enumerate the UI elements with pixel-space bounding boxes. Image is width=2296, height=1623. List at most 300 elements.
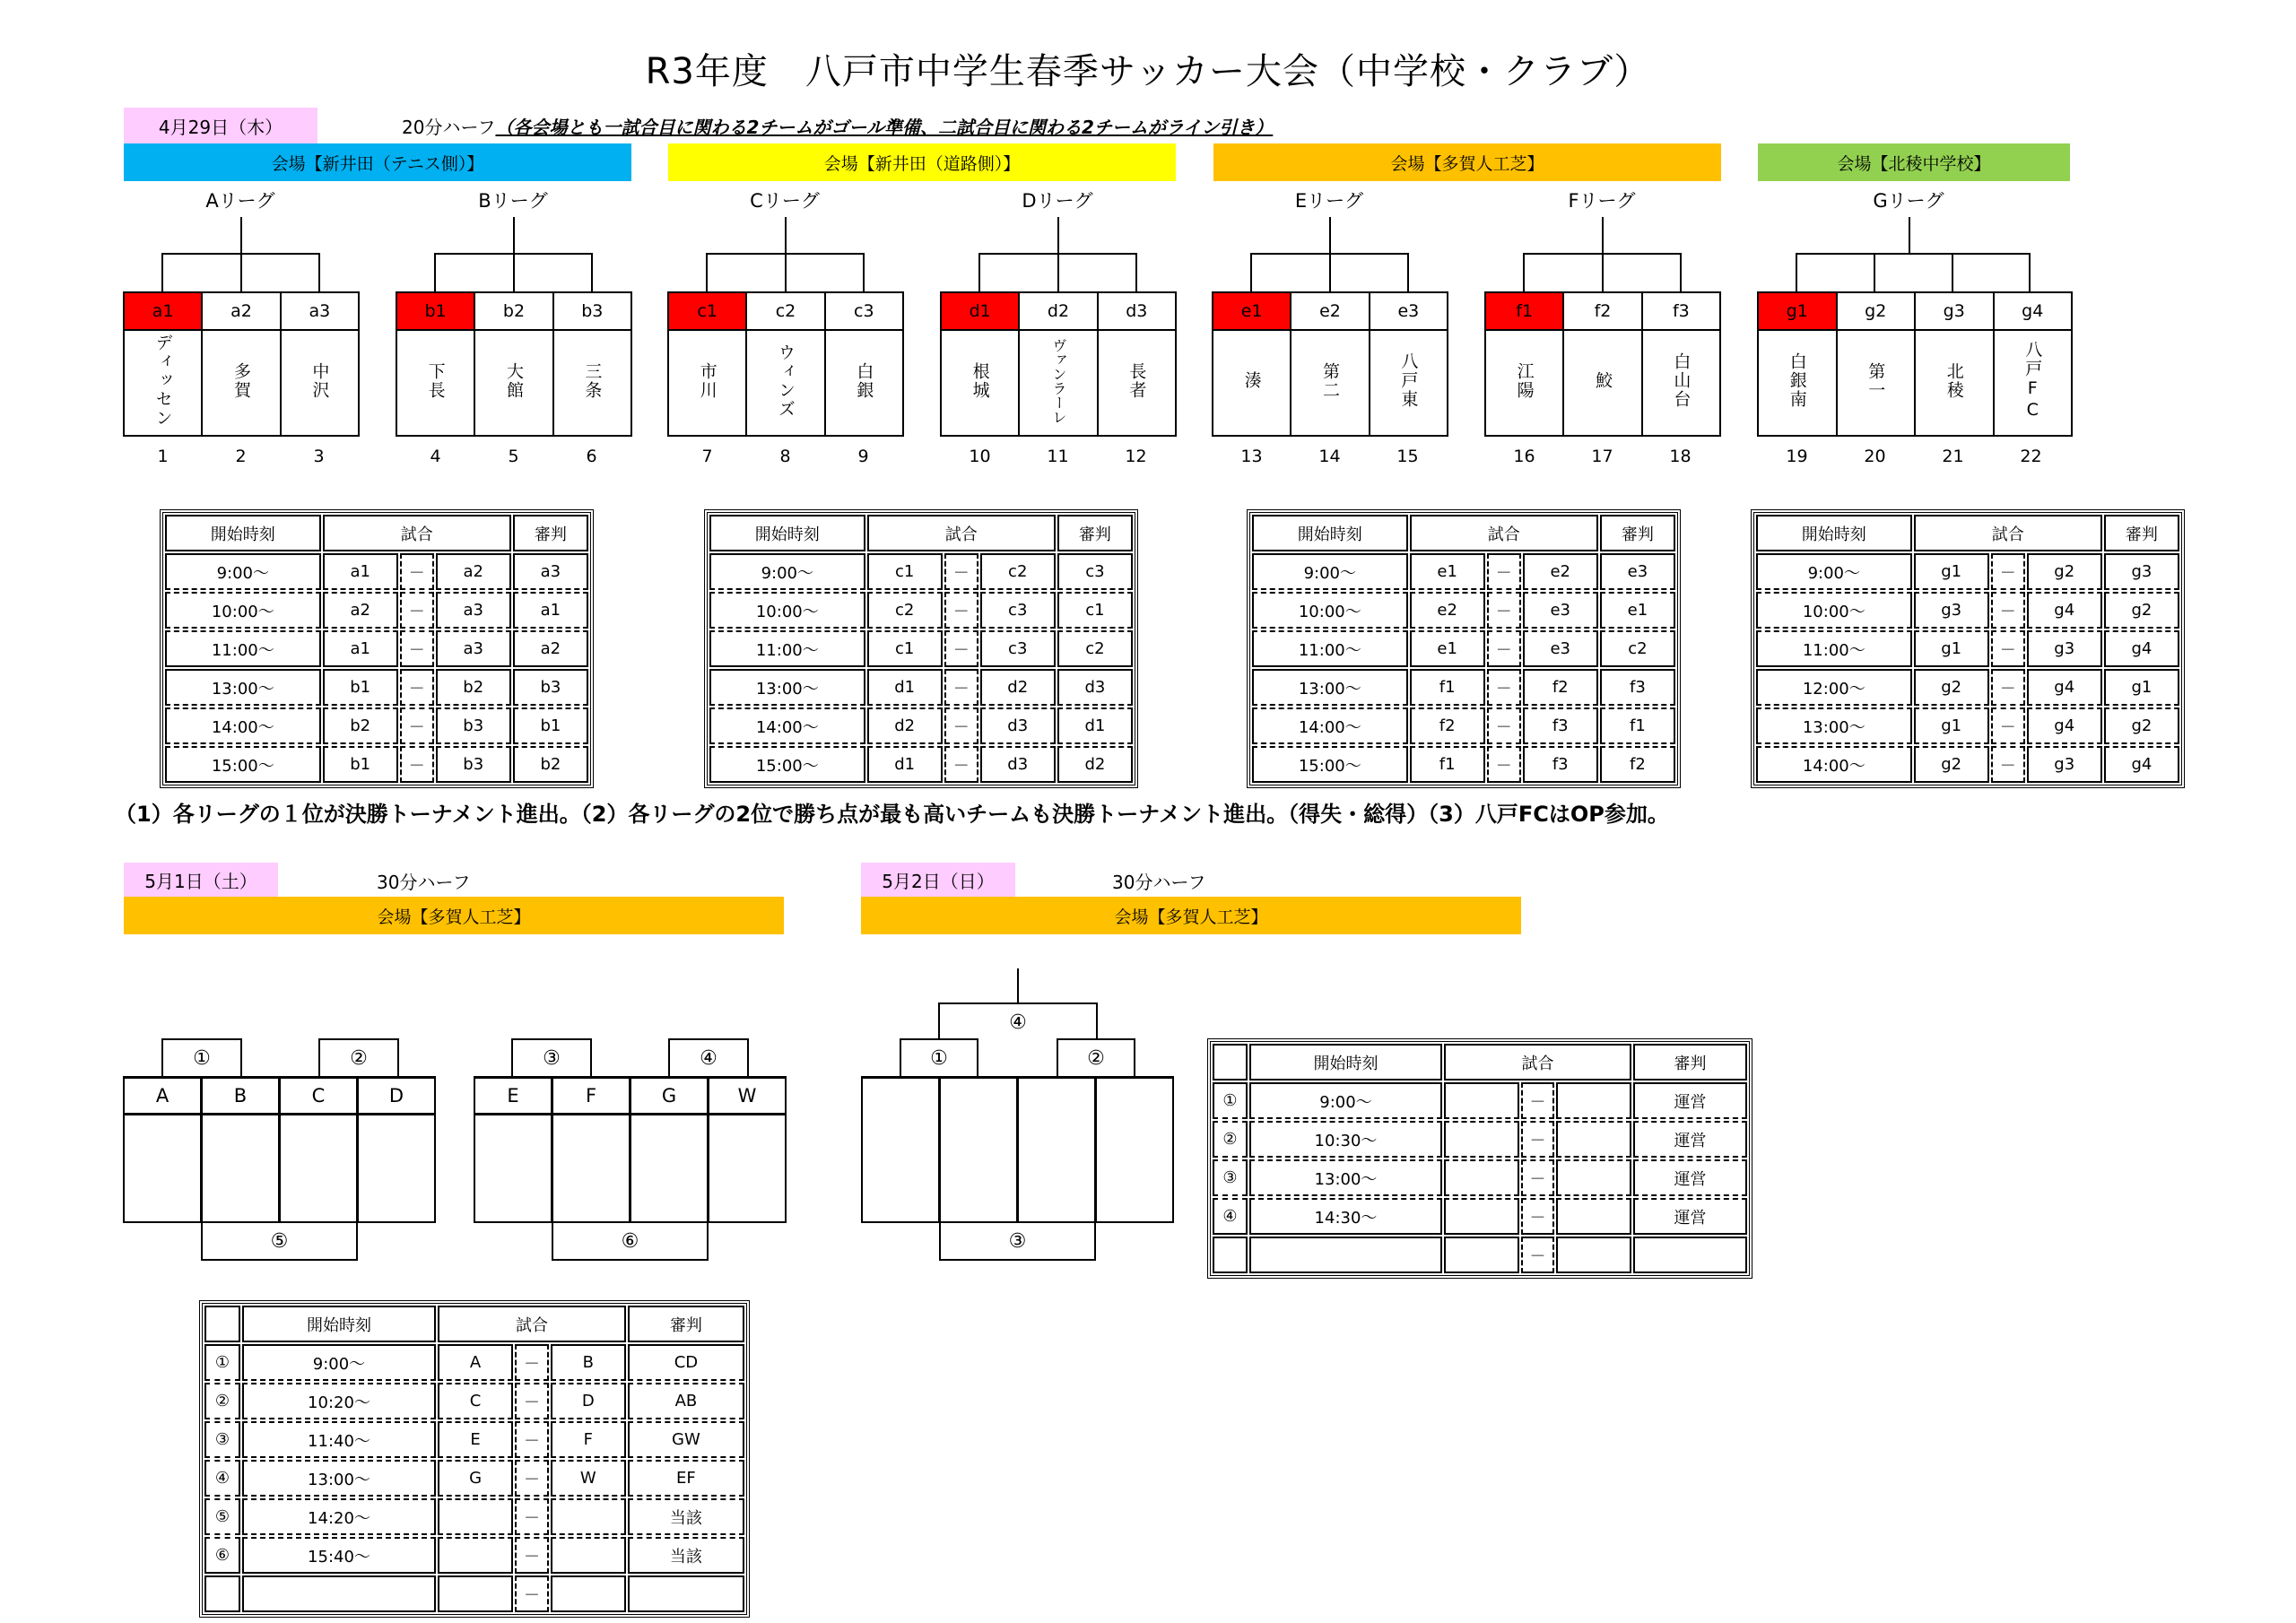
match-vs: －: [515, 1575, 549, 1612]
team-code: e3: [1370, 292, 1448, 330]
match-vs: －: [400, 669, 434, 706]
match-home: E: [438, 1421, 513, 1458]
match-time: [242, 1575, 436, 1612]
match-number: ②: [1213, 1121, 1248, 1158]
match-away: W: [551, 1460, 626, 1497]
match-number: ③: [939, 1221, 1096, 1261]
team-code-seed: c1: [668, 292, 746, 330]
match-number: ③: [1213, 1159, 1248, 1196]
match-home: [438, 1537, 513, 1574]
match-referee: e3: [1600, 553, 1675, 590]
league-f-teams: [1484, 291, 1721, 437]
match-referee: g3: [2104, 553, 2179, 590]
match-time: 9:00～: [242, 1344, 436, 1381]
match-away: b3: [436, 707, 511, 744]
team-name: 根城: [941, 330, 1019, 436]
match-number: ⑤: [204, 1498, 240, 1535]
match-away: f3: [1523, 746, 1598, 783]
league-c-numbers: 7 8 9: [701, 447, 869, 466]
match-vs: －: [944, 592, 978, 629]
match-referee: a3: [513, 553, 588, 590]
match-home: e1: [1410, 630, 1485, 667]
team-code-seed: d1: [941, 292, 1019, 330]
match-number: ③: [511, 1038, 592, 1076]
match-away: a3: [436, 630, 511, 667]
match-away: a2: [436, 553, 511, 590]
match-vs: －: [1487, 630, 1521, 667]
league-g-teams: [1757, 291, 2073, 437]
match-home: f1: [1410, 746, 1485, 783]
match-number: ④: [938, 1002, 1098, 1040]
match-home: b1: [323, 669, 398, 706]
team-name: 白銀南: [1758, 330, 1837, 436]
col-header-time: 開始時刻: [165, 515, 321, 551]
team-name: 三条: [553, 330, 631, 436]
match-time: 10:00～: [1756, 592, 1912, 629]
venue-bar-niida-tennis: 会場【新井田（テニス側）】: [124, 143, 631, 181]
league-f-label: Fリーグ: [1568, 190, 1636, 212]
match-away: [551, 1537, 626, 1574]
match-time: 14:00～: [165, 707, 321, 744]
schedule-table-niida-road: [704, 509, 1138, 788]
match-referee: f1: [1600, 707, 1675, 744]
match-time: [1249, 1237, 1442, 1273]
match-number: ②: [318, 1038, 399, 1076]
match-number: [204, 1575, 240, 1612]
match-referee: c2: [1600, 630, 1675, 667]
match-away: d2: [980, 669, 1056, 706]
league-e-teams: [1212, 291, 1448, 437]
match-away: g4: [2027, 592, 2102, 629]
team-code-seed: f1: [1485, 292, 1563, 330]
league-c-teams: [667, 291, 904, 437]
match-vs: －: [1487, 746, 1521, 783]
day1-match-note: [402, 113, 1273, 139]
match-home: c1: [867, 553, 943, 590]
match-home: c1: [867, 630, 943, 667]
day1-date-badge: 4月29日（木）: [124, 108, 317, 143]
match-time: 9:00～: [1249, 1082, 1442, 1119]
match-referee: b3: [513, 669, 588, 706]
match-home: [1444, 1121, 1519, 1158]
day3-venue-bar: 会場【多賀人工芝】: [861, 897, 1521, 934]
match-referee: EF: [628, 1460, 744, 1497]
match-time: 10:00～: [165, 592, 321, 629]
team-name: 白山台: [1642, 330, 1720, 436]
advancement-rules: （1）各リーグの１位が決勝トーナメント進出。（2）各リーグの2位で勝ち点が最も高いチームも決勝トーナメント進出。（得失・総得）（3）八戸FCはOP参加。: [115, 802, 1669, 827]
match-number: ④: [668, 1038, 749, 1076]
match-time: 10:00～: [709, 592, 865, 629]
schedule-table-niida-tennis: [160, 509, 594, 788]
league-f-numbers: 16 17 18: [1513, 447, 1692, 466]
match-away: B: [551, 1344, 626, 1381]
slot-e: E: [474, 1076, 552, 1115]
match-time: 11:40～: [242, 1421, 436, 1458]
match-away: d3: [980, 707, 1056, 744]
match-time: 9:00～: [1756, 553, 1912, 590]
day3-schedule-table: [1207, 1038, 1752, 1279]
match-home: A: [438, 1344, 513, 1381]
match-vs: －: [1521, 1237, 1554, 1273]
match-referee: g2: [2104, 707, 2179, 744]
match-away: [551, 1575, 626, 1612]
match-away: e3: [1523, 592, 1598, 629]
match-time: 13:00～: [165, 669, 321, 706]
match-away: [1556, 1237, 1631, 1273]
match-referee: b1: [513, 707, 588, 744]
team-code: b2: [474, 292, 552, 330]
col-header-time: 開始時刻: [1249, 1044, 1442, 1081]
team-name: 白銀: [825, 330, 903, 436]
match-away: F: [551, 1421, 626, 1458]
match-vs: －: [1521, 1082, 1554, 1119]
match-number: ③: [204, 1421, 240, 1458]
match-vs: －: [1487, 669, 1521, 706]
match-vs: －: [944, 669, 978, 706]
match-time: 9:00～: [165, 553, 321, 590]
match-away: g3: [2027, 630, 2102, 667]
match-vs: －: [515, 1498, 549, 1535]
match-home: a1: [323, 630, 398, 667]
match-referee: 運営: [1633, 1082, 1747, 1119]
col-header-referee: 審判: [513, 515, 588, 551]
match-number: ④: [204, 1460, 240, 1497]
team-code: d3: [1098, 292, 1176, 330]
col-header-time: 開始時刻: [1252, 515, 1408, 551]
team-name: ウィンズ: [746, 330, 824, 436]
match-vs: －: [944, 707, 978, 744]
match-referee: [1633, 1237, 1747, 1273]
league-e-numbers: 13 14 15: [1240, 447, 1419, 466]
match-referee: AB: [628, 1383, 744, 1419]
match-time: 13:00～: [1756, 707, 1912, 744]
league-b-numbers: 4 5 6: [430, 447, 597, 466]
match-vs: －: [400, 592, 434, 629]
match-home: b1: [323, 746, 398, 783]
day3-date-badge: 5月2日（日）: [861, 863, 1015, 897]
match-referee: a1: [513, 592, 588, 629]
match-away: [1556, 1121, 1631, 1158]
match-referee: g4: [2104, 746, 2179, 783]
col-header-referee: 審判: [628, 1306, 744, 1342]
match-vs: －: [1521, 1198, 1554, 1235]
team-code: a3: [281, 292, 359, 330]
match-number: [1213, 1237, 1248, 1273]
match-vs: －: [1487, 707, 1521, 744]
match-home: [1444, 1198, 1519, 1235]
league-e-label: Eリーグ: [1294, 190, 1364, 212]
match-away: b3: [436, 746, 511, 783]
match-vs: －: [400, 553, 434, 590]
match-vs: －: [1487, 592, 1521, 629]
match-time: 13:00～: [1252, 669, 1408, 706]
col-header-referee: 審判: [2104, 515, 2179, 551]
team-code: g4: [1994, 292, 2073, 330]
match-referee: g2: [2104, 592, 2179, 629]
match-home: a2: [323, 592, 398, 629]
match-home: d1: [867, 669, 943, 706]
match-time: 10:00～: [1252, 592, 1408, 629]
match-home: f2: [1410, 707, 1485, 744]
match-time: 10:30～: [1249, 1121, 1442, 1158]
match-referee: g1: [2104, 669, 2179, 706]
match-time: 14:20～: [242, 1498, 436, 1535]
team-name: 湊: [1213, 330, 1291, 436]
match-away: [551, 1498, 626, 1535]
team-code: c3: [825, 292, 903, 330]
match-home: e1: [1410, 553, 1485, 590]
match-home: [1444, 1082, 1519, 1119]
match-vs: －: [1487, 553, 1521, 590]
team-name: 第一: [1837, 330, 1916, 436]
match-vs: －: [515, 1383, 549, 1419]
team-name: 中沢: [281, 330, 359, 436]
match-time: 13:00～: [1249, 1159, 1442, 1196]
venue-bar-hokuryo-jhs: 会場【北稜中学校】: [1758, 143, 2070, 181]
match-time: 11:00～: [709, 630, 865, 667]
match-time: 11:00～: [165, 630, 321, 667]
match-vs: －: [515, 1421, 549, 1458]
match-referee: d3: [1057, 669, 1133, 706]
league-d-label: Dリーグ: [1022, 190, 1093, 212]
match-away: f3: [1523, 707, 1598, 744]
match-home: g2: [1914, 669, 1989, 706]
match-referee: 運営: [1633, 1198, 1747, 1235]
match-time: 11:00～: [1756, 630, 1912, 667]
col-header-referee: 審判: [1057, 515, 1133, 551]
league-a-label: Aリーグ: [205, 190, 275, 212]
match-time: 14:00～: [1252, 707, 1408, 744]
match-vs: －: [1991, 746, 2025, 783]
match-home: [438, 1498, 513, 1535]
match-away: [1556, 1082, 1631, 1119]
match-vs: －: [1991, 707, 2025, 744]
team-name: 下長: [396, 330, 474, 436]
match-vs: －: [1991, 669, 2025, 706]
col-header-match: 試合: [1444, 1044, 1631, 1081]
team-code: g2: [1837, 292, 1916, 330]
col-header-match: 試合: [1914, 515, 2102, 551]
match-referee: 運営: [1633, 1121, 1747, 1158]
match-time: 9:00～: [709, 553, 865, 590]
match-away: e2: [1523, 553, 1598, 590]
match-referee: GW: [628, 1421, 744, 1458]
team-code-seed: b1: [396, 292, 474, 330]
venue-bar-taga-turf: 会場【多賀人工芝】: [1213, 143, 1721, 181]
match-time: 15:00～: [165, 746, 321, 783]
col-header-match: 試合: [323, 515, 511, 551]
match-away: a3: [436, 592, 511, 629]
slot-g: G: [630, 1076, 709, 1115]
match-number: ②: [1057, 1038, 1135, 1076]
day2-date-badge: 5月1日（土）: [124, 863, 278, 897]
page-title: R3年度 八戸市中学生春季サッカー大会（中学校・クラブ）: [645, 51, 1651, 92]
match-number: ⑤: [201, 1221, 358, 1261]
match-away: e3: [1523, 630, 1598, 667]
match-number: ①: [1213, 1082, 1248, 1119]
match-vs: －: [400, 707, 434, 744]
match-away: g2: [2027, 553, 2102, 590]
match-number: ⑥: [204, 1537, 240, 1574]
league-a-numbers: 1 2 3: [157, 447, 325, 466]
slot-w: W: [708, 1076, 787, 1115]
team-name: 八戸東: [1370, 330, 1448, 436]
day2-venue-bar: 会場【多賀人工芝】: [124, 897, 784, 934]
match-home: g3: [1914, 592, 1989, 629]
match-vs: －: [1521, 1159, 1554, 1196]
match-referee: CD: [628, 1344, 744, 1381]
match-vs: －: [944, 746, 978, 783]
match-time: 12:00～: [1756, 669, 1912, 706]
match-time: 13:00～: [709, 669, 865, 706]
team-name: ヴァンラーレ: [1019, 330, 1097, 436]
team-name: 大館: [474, 330, 552, 436]
match-home: [1444, 1159, 1519, 1196]
match-vs: －: [1991, 592, 2025, 629]
match-home: [438, 1575, 513, 1612]
team-name: 第二: [1291, 330, 1369, 436]
league-b-teams: [396, 291, 632, 437]
team-name: 鮫: [1563, 330, 1641, 436]
match-home: c2: [867, 592, 943, 629]
match-number: ②: [204, 1383, 240, 1419]
team-code-seed: e1: [1213, 292, 1291, 330]
team-code: c2: [746, 292, 824, 330]
league-b-label: Bリーグ: [478, 190, 548, 212]
day2-half-length: 30分ハーフ: [377, 872, 471, 893]
team-code-seed: g1: [1758, 292, 1837, 330]
match-referee: c3: [1057, 553, 1133, 590]
slot-a: A: [123, 1076, 202, 1115]
team-name: 市川: [668, 330, 746, 436]
league-d-teams: [940, 291, 1177, 437]
match-home: g2: [1914, 746, 1989, 783]
match-time: 14:00～: [1756, 746, 1912, 783]
slot-d: D: [357, 1076, 436, 1115]
match-home: g1: [1914, 630, 1989, 667]
match-referee: d2: [1057, 746, 1133, 783]
match-away: g4: [2027, 707, 2102, 744]
match-home: f1: [1410, 669, 1485, 706]
team-name: 長者: [1098, 330, 1176, 436]
match-time: 15:00～: [1252, 746, 1408, 783]
schedule-table-taga-turf: [1247, 509, 1681, 788]
match-vs: －: [944, 553, 978, 590]
team-code: f3: [1642, 292, 1720, 330]
match-vs: －: [515, 1537, 549, 1574]
league-d-numbers: 10 11 12: [969, 447, 1147, 466]
col-header-match: 試合: [867, 515, 1056, 551]
team-code: f2: [1563, 292, 1641, 330]
match-referee: d1: [1057, 707, 1133, 744]
match-time: 15:40～: [242, 1537, 436, 1574]
col-header-time: 開始時刻: [709, 515, 865, 551]
day1-half-length: 20分ハーフ: [402, 117, 496, 138]
match-time: 13:00～: [242, 1460, 436, 1497]
match-vs: －: [944, 630, 978, 667]
match-number: ①: [161, 1038, 242, 1076]
team-code: g3: [1915, 292, 1994, 330]
match-vs: －: [400, 630, 434, 667]
schedule-table-hokuryo: [1751, 509, 2185, 788]
match-away: f2: [1523, 669, 1598, 706]
match-vs: －: [400, 746, 434, 783]
team-name: 北稜: [1915, 330, 1994, 436]
league-g-label: Gリーグ: [1873, 190, 1944, 212]
match-referee: c1: [1057, 592, 1133, 629]
team-name: 八戸FC: [1994, 330, 2073, 436]
match-referee: f3: [1600, 669, 1675, 706]
team-name: ディッセン: [124, 330, 202, 436]
match-time: 11:00～: [1252, 630, 1408, 667]
team-name: 多賀: [202, 330, 280, 436]
match-away: c2: [980, 553, 1056, 590]
slot-f: F: [552, 1076, 631, 1115]
team-code: e2: [1291, 292, 1369, 330]
match-vs: －: [1521, 1121, 1554, 1158]
match-home: g1: [1914, 707, 1989, 744]
day2-schedule-table: [199, 1300, 750, 1618]
match-referee: c2: [1057, 630, 1133, 667]
match-referee: [628, 1575, 744, 1612]
match-vs: －: [515, 1460, 549, 1497]
venue-bar-niida-road: 会場【新井田（道路側）】: [668, 143, 1176, 181]
match-vs: －: [1991, 553, 2025, 590]
match-time: 10:20～: [242, 1383, 436, 1419]
col-header-time: 開始時刻: [242, 1306, 436, 1342]
col-header-time: 開始時刻: [1756, 515, 1912, 551]
match-vs: －: [515, 1344, 549, 1381]
match-referee: 当該: [628, 1498, 744, 1535]
match-home: g1: [1914, 553, 1989, 590]
match-referee: g4: [2104, 630, 2179, 667]
day1-prep-note: （各会場とも一試合目に関わる2チームがゴール準備、二試合目に関わる2チームがライン引き）: [495, 117, 1274, 138]
match-away: [1556, 1159, 1631, 1196]
team-code-seed: a1: [124, 292, 202, 330]
match-home: d1: [867, 746, 943, 783]
match-away: c3: [980, 630, 1056, 667]
match-time: 15:00～: [709, 746, 865, 783]
match-referee: b2: [513, 746, 588, 783]
match-home: e2: [1410, 592, 1485, 629]
team-code: a2: [202, 292, 280, 330]
match-away: [1556, 1198, 1631, 1235]
match-away: g4: [2027, 669, 2102, 706]
match-referee: f2: [1600, 746, 1675, 783]
day3-half-length: 30分ハーフ: [1112, 872, 1206, 893]
col-header-match: 試合: [1410, 515, 1598, 551]
col-header-match: 試合: [438, 1306, 626, 1342]
match-number: ④: [1213, 1198, 1248, 1235]
match-away: b2: [436, 669, 511, 706]
match-number: ①: [204, 1344, 240, 1381]
league-a-teams: [123, 291, 360, 437]
slot-b: B: [201, 1076, 280, 1115]
team-code: d2: [1019, 292, 1097, 330]
league-c-label: Cリーグ: [750, 190, 820, 212]
match-number: ⑥: [552, 1221, 709, 1261]
match-time: 14:30～: [1249, 1198, 1442, 1235]
match-home: d2: [867, 707, 943, 744]
match-away: c3: [980, 592, 1056, 629]
match-home: G: [438, 1460, 513, 1497]
match-number: ①: [900, 1038, 978, 1076]
match-away: D: [551, 1383, 626, 1419]
match-away: d3: [980, 746, 1056, 783]
match-referee: 運営: [1633, 1159, 1747, 1196]
match-referee: e1: [1600, 592, 1675, 629]
match-home: b2: [323, 707, 398, 744]
